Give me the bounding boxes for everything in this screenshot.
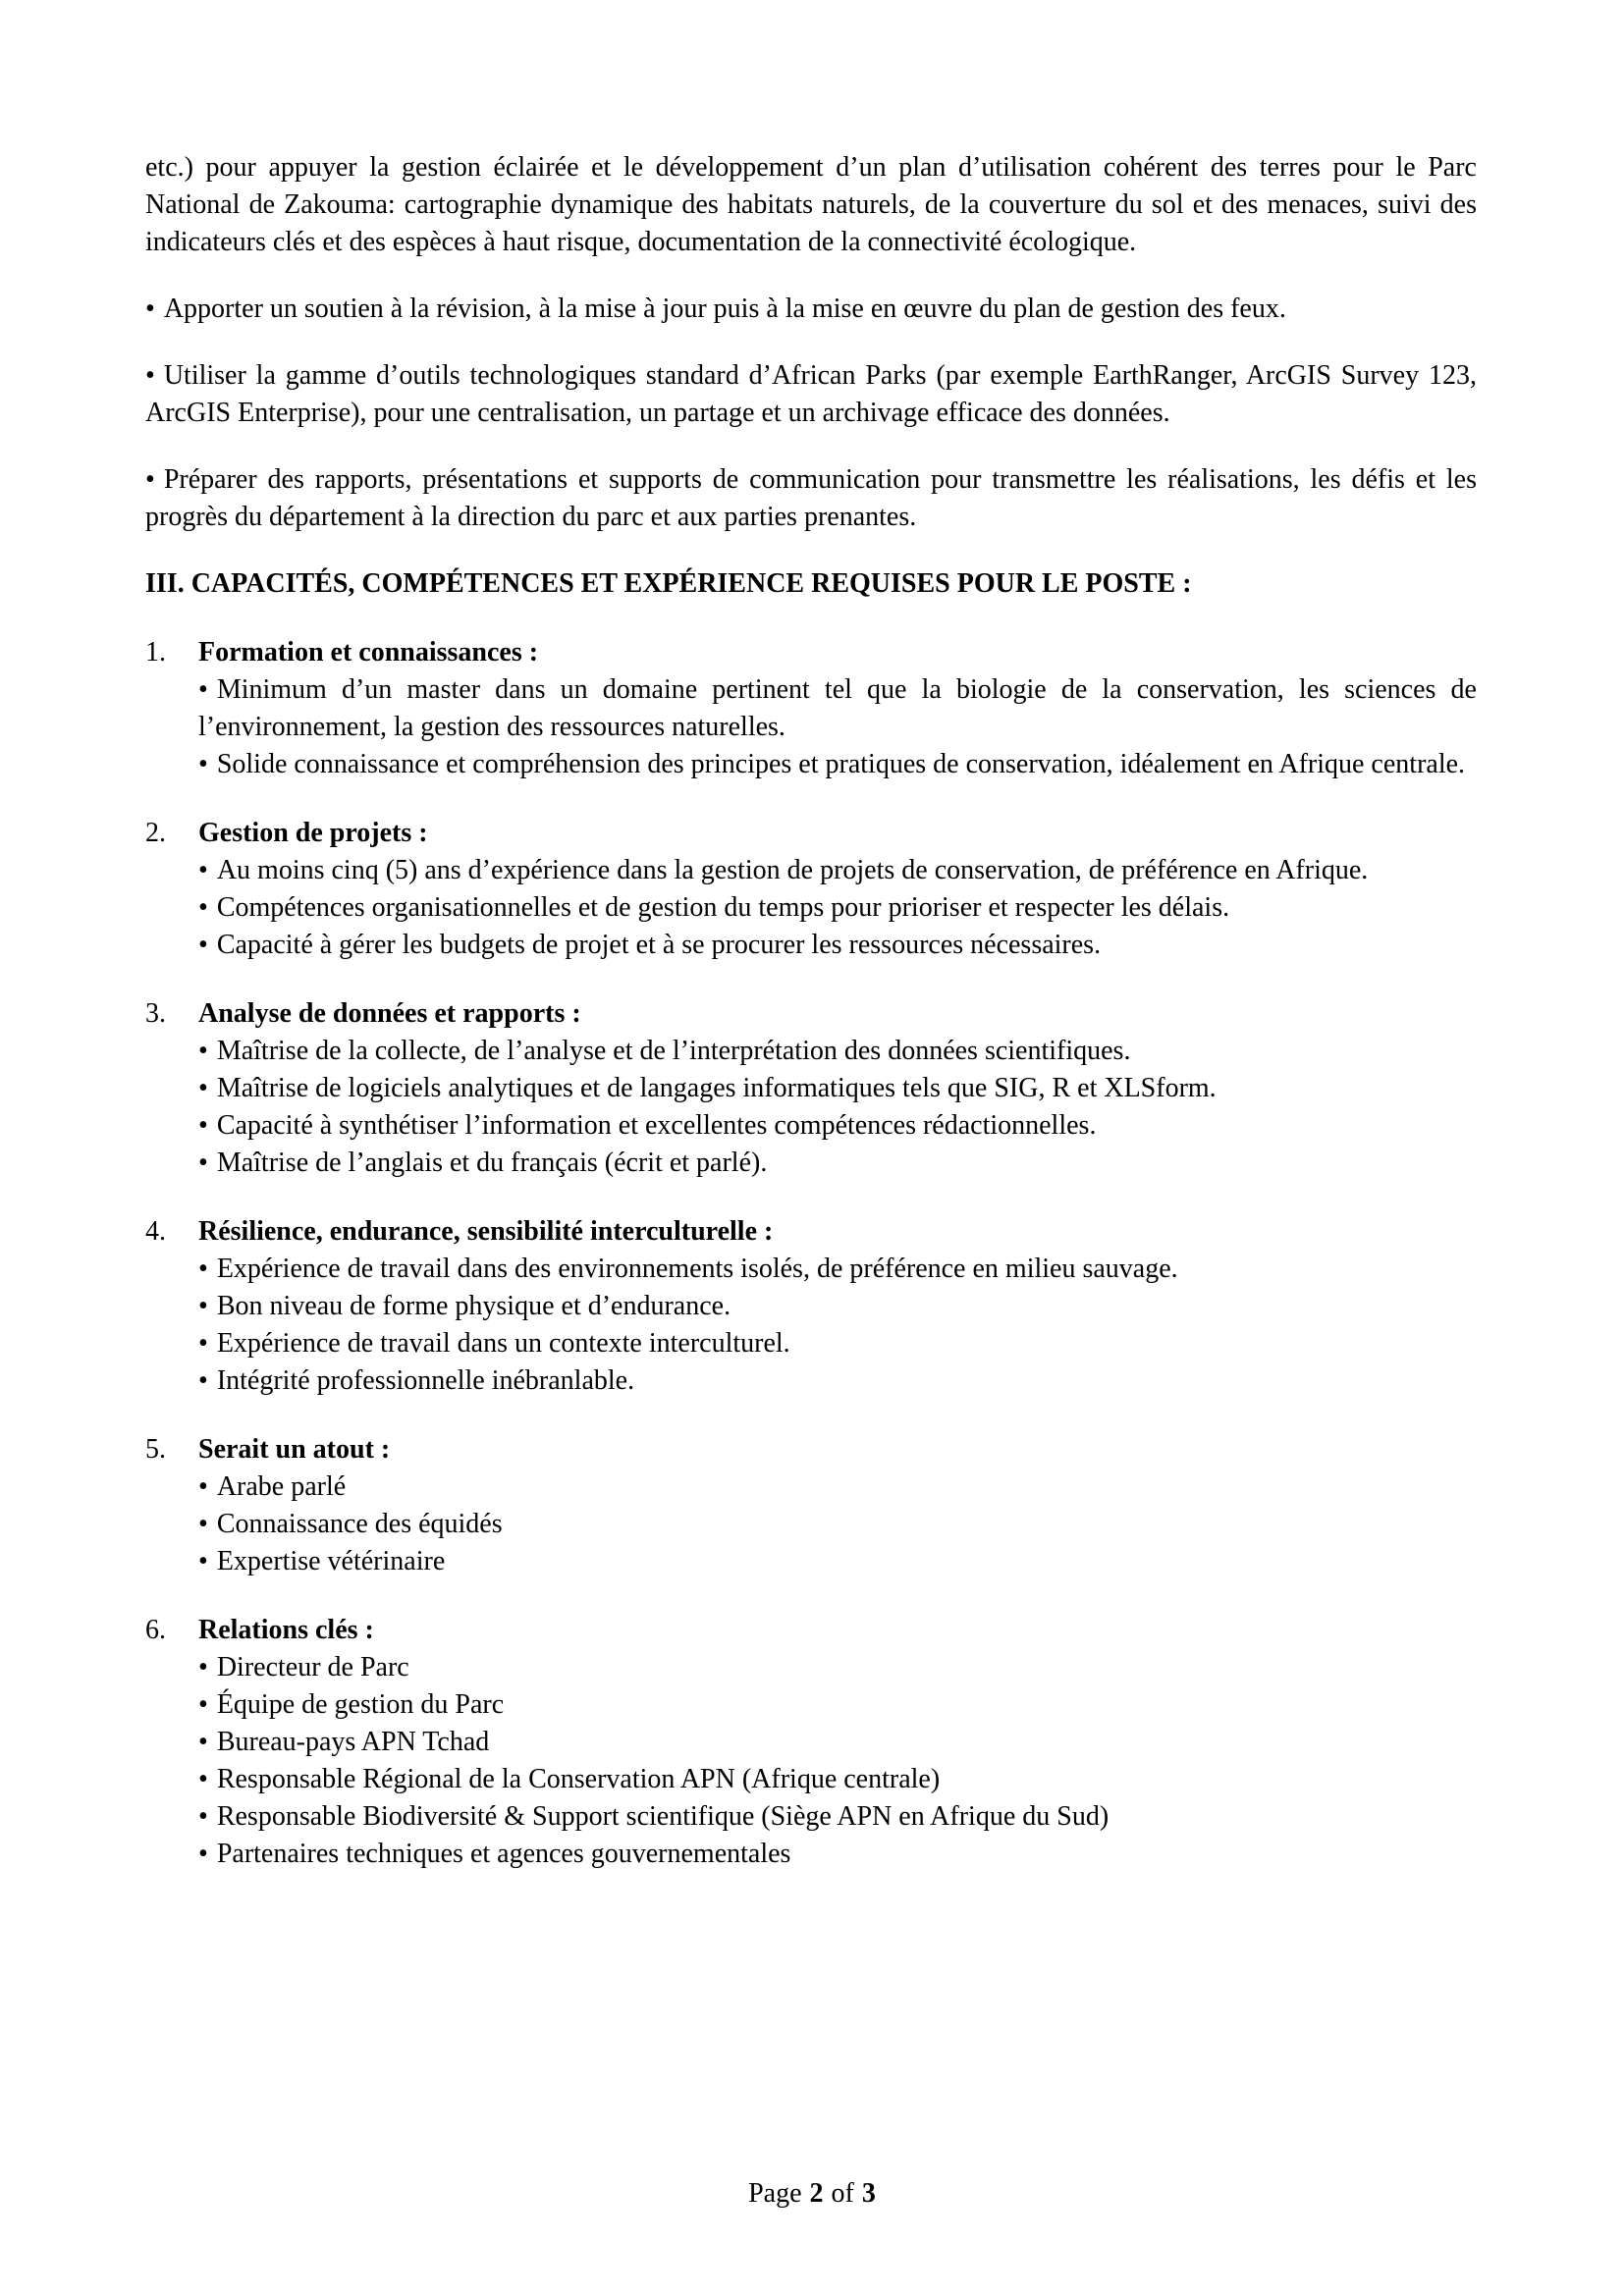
bullet-text: Maîtrise de la collecte, de l’analyse et de l’interprétation des données scientifiques. — [216, 1036, 1131, 1066]
item-bullet — [198, 1686, 1477, 1724]
item-bullet — [198, 852, 1477, 889]
item-title: Analyse de données et rapports : — [198, 998, 581, 1029]
bullet-text: Arabe parlé — [216, 1471, 347, 1502]
document-page — [145, 149, 1477, 1904]
bullet-icon: • — [198, 1801, 208, 1832]
bullet-text: Directeur de Parc — [216, 1652, 409, 1682]
item-title: Relations clés : — [198, 1615, 374, 1645]
bullet-icon: • — [198, 1727, 208, 1757]
section-heading: III. CAPACITÉS, COMPÉTENCES ET EXPÉRIENCE REQUISES POUR LE POSTE : — [145, 568, 1192, 599]
numbered-item-gestion-projets — [145, 815, 1477, 964]
item-bullet — [198, 1362, 1477, 1400]
item-number: 6. — [145, 1615, 166, 1645]
bullet-icon: • — [198, 674, 208, 705]
item-number: 3. — [145, 998, 166, 1029]
item-bullet — [198, 746, 1477, 783]
bullet-icon: • — [198, 1839, 208, 1869]
item-title: Gestion de projets : — [198, 818, 428, 848]
bullet-icon: • — [198, 1036, 208, 1066]
intro-paragraph: etc.) pour appuyer la gestion éclairée et le développement d’un plan d’utilisation cohérent des terres pour le Parc National de Zakouma: cartographie dynamique des habitats naturels, de la couverture du sol et des menaces, suivi des indicateurs clés et des espèces à haut risque, documentation de la connectivité écologique. — [145, 152, 1477, 257]
numbered-item-relations-cles — [145, 1612, 1477, 1873]
item-number: 5. — [145, 1434, 166, 1465]
item-bullet — [198, 1145, 1477, 1182]
item-bullet — [198, 1761, 1477, 1798]
item-bullet — [198, 1288, 1477, 1325]
bullet-text: Connaissance des équidés — [216, 1509, 503, 1539]
item-title: Formation et connaissances : — [198, 637, 539, 667]
item-bullet — [198, 1070, 1477, 1107]
bullet-icon: • — [198, 1546, 208, 1576]
item-bullet — [198, 671, 1477, 746]
item-bullet — [198, 1468, 1477, 1506]
bullet-text: Expérience de travail dans des environnements isolés, de préférence en milieu sauvage. — [216, 1254, 1178, 1284]
item-bullet — [198, 889, 1477, 927]
bullet-text: Compétences organisationnelles et de gestion du temps pour prioriser et respecter les délais. — [216, 892, 1230, 923]
bullet-icon: • — [198, 1689, 208, 1720]
item-title: Résilience, endurance, sensibilité interculturelle : — [198, 1216, 774, 1247]
bullet-text: Bon niveau de forme physique et d’endurance. — [216, 1291, 731, 1321]
item-number: 2. — [145, 818, 166, 848]
bullet-icon: • — [145, 464, 155, 495]
bullet-text: Responsable Biodiversité & Support scientifique (Siège APN en Afrique du Sud) — [216, 1801, 1110, 1832]
item-bullet — [198, 1798, 1477, 1836]
item-bullet — [198, 927, 1477, 964]
bullet-text: Solide connaissance et compréhension des principes et pratiques de conservation, idéalement en Afrique centrale. — [216, 749, 1466, 779]
bullet-icon: • — [198, 1073, 208, 1103]
bullet-icon: • — [198, 1652, 208, 1682]
bullet-icon: • — [198, 1291, 208, 1321]
numbered-item-atout — [145, 1431, 1477, 1580]
bullet-icon: • — [198, 1148, 208, 1178]
bullet-paragraph-tools — [145, 357, 1477, 432]
item-bullet — [198, 1107, 1477, 1145]
bullet-icon: • — [198, 1110, 208, 1141]
bullet-icon: • — [198, 892, 208, 923]
item-bullet — [198, 1251, 1477, 1288]
item-bullet — [198, 1325, 1477, 1362]
item-number: 1. — [145, 637, 166, 667]
bullet-icon: • — [198, 1365, 208, 1396]
item-bullet — [198, 1649, 1477, 1686]
bullet-text: Capacité à synthétiser l’information et excellentes compétences rédactionnelles. — [216, 1110, 1097, 1141]
item-bullet — [198, 1543, 1477, 1580]
item-bullet — [198, 1033, 1477, 1070]
bullet-paragraph-reports — [145, 461, 1477, 536]
bullet-icon: • — [145, 294, 155, 324]
footer-page-label: Page — [748, 2178, 802, 2209]
item-number: 4. — [145, 1216, 166, 1247]
bullet-text: Partenaires techniques et agences gouvernementales — [216, 1839, 791, 1869]
bullet-icon: • — [145, 360, 155, 391]
bullet-text: Expérience de travail dans un contexte interculturel. — [216, 1328, 790, 1359]
bullet-icon: • — [198, 749, 208, 779]
numbered-item-resilience — [145, 1213, 1477, 1400]
numbered-item-formation — [145, 634, 1477, 783]
bullet-icon: • — [198, 1509, 208, 1539]
bullet-text: Maîtrise de logiciels analytiques et de langages informatiques tels que SIG, R et XLSform. — [216, 1073, 1217, 1103]
item-title: Serait un atout : — [198, 1434, 391, 1465]
item-bullet — [198, 1506, 1477, 1543]
bullet-text: Préparer des rapports, présentations et supports de communication pour transmettre les réalisations, les défis et les progrès du département à la direction du parc et aux parties prenantes. — [145, 464, 1477, 532]
page-footer — [0, 2175, 1624, 2213]
bullet-text: Capacité à gérer les budgets de projet et à se procurer les ressources nécessaires. — [216, 930, 1102, 960]
bullet-paragraph-fire-plan — [145, 291, 1477, 328]
bullet-text: Bureau-pays APN Tchad — [216, 1727, 490, 1757]
bullet-text: Utiliser la gamme d’outils technologiques standard d’African Parks (par exemple EarthRanger, ArcGIS Survey 123, ArcGIS Enterprise), pour une centralisation, un partage et un archivage efficace des données. — [145, 360, 1477, 428]
bullet-text: Au moins cinq (5) ans d’expérience dans la gestion de projets de conservation, de préférence en Afrique. — [216, 855, 1369, 885]
bullet-text: Maîtrise de l’anglais et du français (écrit et parlé). — [216, 1148, 768, 1178]
bullet-icon: • — [198, 855, 208, 885]
bullet-text: Équipe de gestion du Parc — [216, 1689, 505, 1720]
bullet-icon: • — [198, 1254, 208, 1284]
footer-page-total: 3 — [861, 2178, 876, 2209]
bullet-icon: • — [198, 1764, 208, 1794]
numbered-item-analyse-donnees — [145, 995, 1477, 1182]
footer-of-label: of — [831, 2178, 854, 2209]
bullet-icon: • — [198, 930, 208, 960]
item-bullet — [198, 1724, 1477, 1761]
bullet-text: Responsable Régional de la Conservation APN (Afrique centrale) — [216, 1764, 941, 1794]
bullet-text: Minimum d’un master dans un domaine pertinent tel que la biologie de la conservation, les sciences de l’environnement, la gestion des ressources naturelles. — [198, 674, 1477, 742]
item-bullet — [198, 1836, 1477, 1873]
bullet-icon: • — [198, 1471, 208, 1502]
footer-page-number: 2 — [809, 2178, 824, 2209]
bullet-text: Intégrité professionnelle inébranlable. — [216, 1365, 635, 1396]
bullet-text: Expertise vétérinaire — [216, 1546, 446, 1576]
bullet-text: Apporter un soutien à la révision, à la mise à jour puis à la mise en œuvre du plan de gestion des feux. — [163, 294, 1286, 324]
bullet-icon: • — [198, 1328, 208, 1359]
